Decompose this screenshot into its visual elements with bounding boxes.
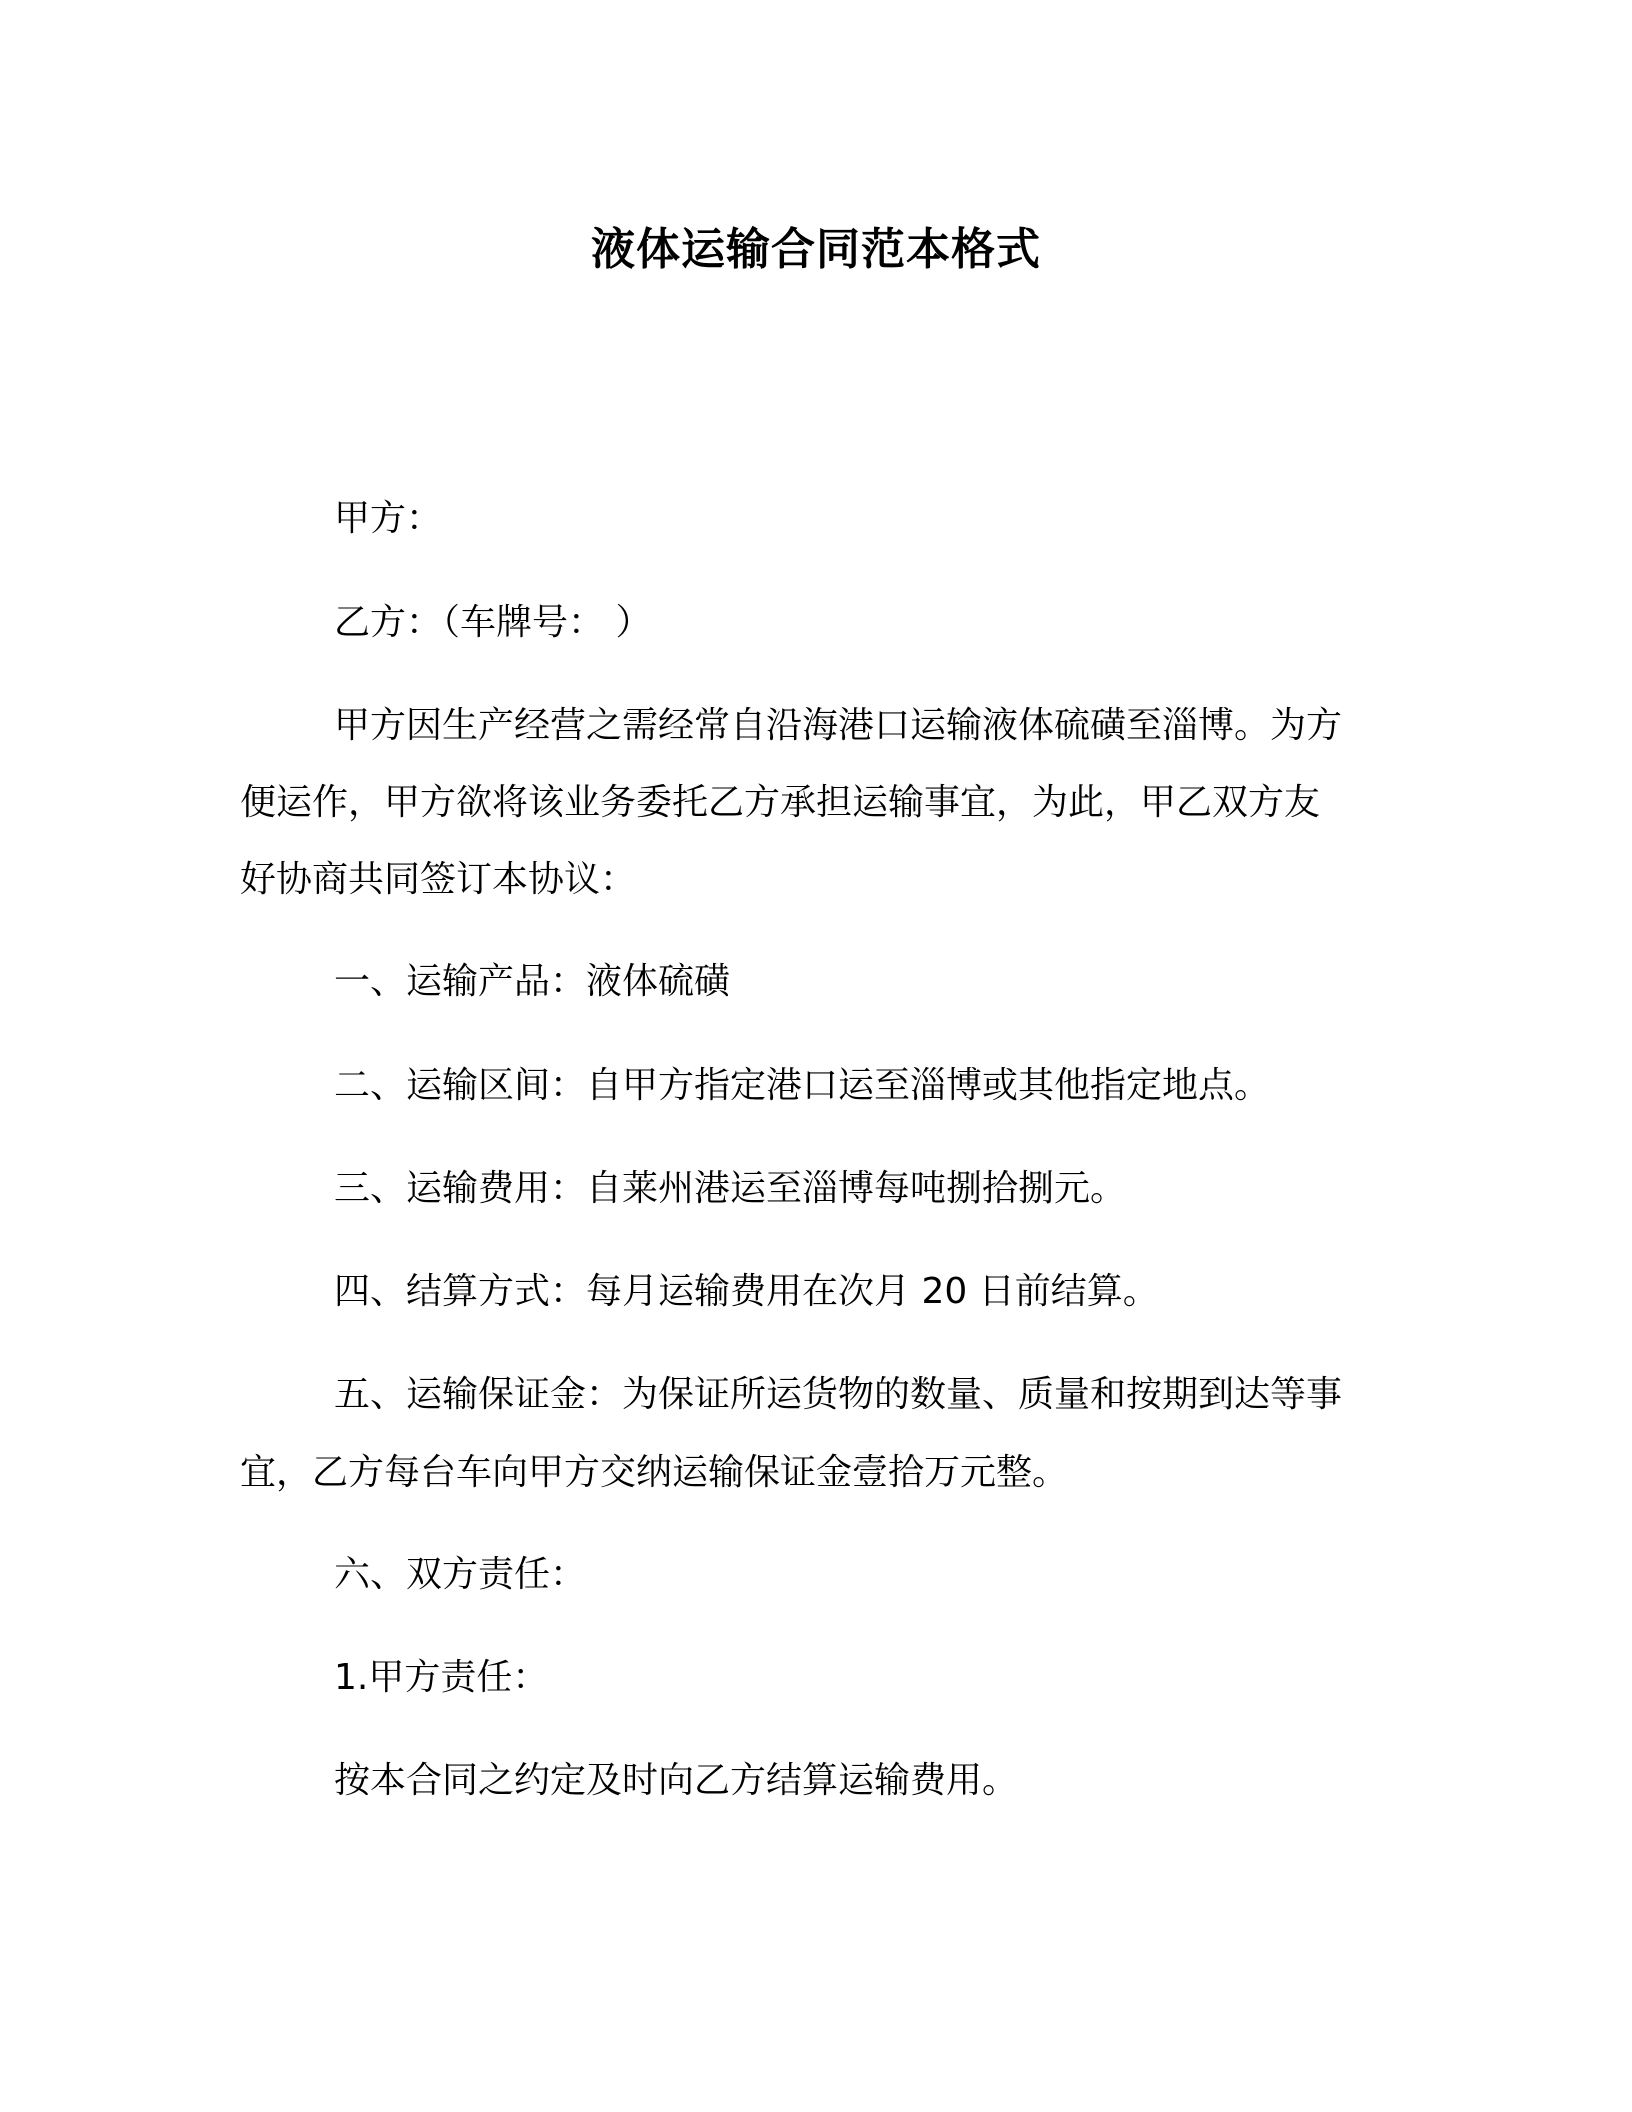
clause-6-1-text: 按本合同之约定及时向乙方结算运输费用。 [334,1760,1019,1801]
intro-line-2: 便运作，甲方欲将该业务委托乙方承担运输事宜，为此，甲乙双方友 [240,782,1321,823]
clause-6-heading: 六、双方责任： [334,1554,587,1595]
clause-4: 四、结算方式：每月运输费用在次月 20 日前结算。 [334,1271,1159,1312]
clause-1: 一、运输产品：液体硫磺 [334,961,731,1002]
party-a-label: 甲方： [334,498,443,539]
intro-line-1: 甲方因生产经营之需经常自沿海港口运输液体硫磺至淄博。为方 [334,705,1343,746]
party-b-label: 乙方：（车牌号： ） [334,602,652,643]
clause-3: 三、运输费用：自莱州港运至淄博每吨捌拾捌元。 [334,1168,1127,1209]
clause-6-1-heading: 1.甲方责任： [334,1657,549,1698]
intro-line-3: 好协商共同签订本协议： [240,859,637,900]
clause-5-line-2: 宜，乙方每台车向甲方交纳运输保证金壹拾万元整。 [240,1452,1069,1493]
document-title: 液体运输合同范本格式 [591,224,1041,275]
clause-2: 二、运输区间：自甲方指定港口运至淄博或其他指定地点。 [334,1065,1271,1106]
clause-5-line-1: 五、运输保证金：为保证所运货物的数量、质量和按期到达等事 [334,1374,1343,1415]
